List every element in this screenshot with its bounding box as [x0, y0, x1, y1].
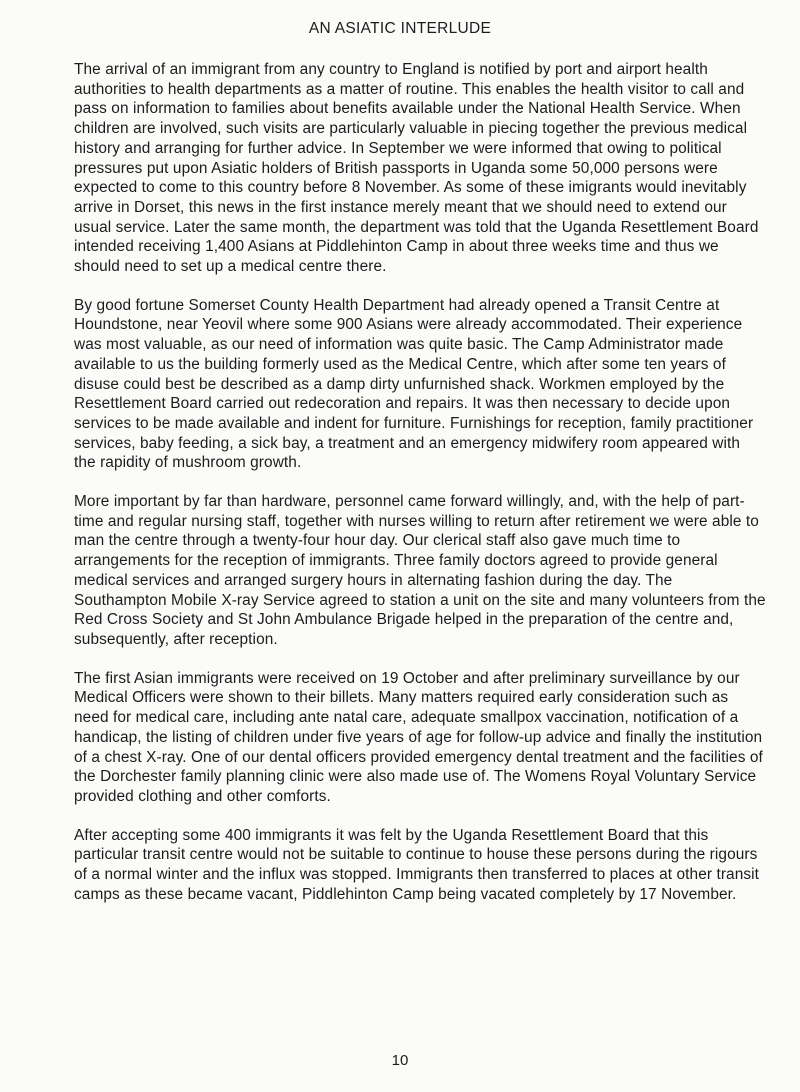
paragraph-first-immigrants: The first Asian immigrants were received on 19 October and after preliminary surveillance by our Medical Officers were shown to their billets. Many matters required early consideration such as need for medical care, including ante natal care, adequate smallpox vaccination, notification of a handicap, the listing of children under five years of age for follow-up advice and finally the institution of a chest X-ray. One of our dental officers provided emergency dental treatment and the facilities of the Dorchester family planning clinic were also made use of. The Womens Royal Voluntary Service provided clothing and other comforts.	[74, 669, 763, 805]
page-title: AN ASIATIC INTERLUDE	[308, 20, 492, 37]
paragraph-personnel: More important by far than hardware, personnel came forward willingly, and, with the help of part-time and regular nursing staff, together with nurses willing to return after retirement we were able to man the centre through a twenty-four hour day. Our clerical staff also gave much time to arrangements for the reception of immigrants. Three family doctors agreed to provide general medical services and arranged surgery hours in alternating fashion during the day. The Southampton Mobile X-ray Service agreed to station a unit on the site and many volunteers from the Red Cross Society and St John Ambulance Brigade helped in the preparation of the centre and, subsequently, after reception.	[74, 493, 766, 648]
page-number: 10	[391, 1052, 409, 1069]
paragraph-somerset: By good fortune Somerset County Health Department had already opened a Transit Centre at Houndstone, near Yeovil where some 900 Asians were already accommodated. Their experience was most valuable, as our need of information was quite basic. The Camp Administrator made available to us the building formerly used as the Medical Centre, which after some ten years of disuse could best be described as a damp dirty unfurnished shack. Workmen employed by the Resettlement Board carried out redecoration and repairs. It was then necessary to decide upon services to be made available and indent for furniture. Furnishings for reception, family practitioner services, baby feeding, a sick bay, a treatment and an emergency midwifery room appeared with the rapidity of mushroom growth.	[74, 296, 754, 472]
paragraph-closure: After accepting some 400 immigrants it was felt by the Uganda Resettlement Board that this particular transit centre would not be suitable to continue to house these persons during the rigours of a normal winter and the influx was stopped. Immigrants then transferred to places at other transit camps as these became vacant, Piddlehinton Camp being vacated completely by 17 November.	[74, 826, 760, 903]
paragraph-arrival: The arrival of an immigrant from any country to England is notified by port and airport health authorities to health departments as a matter of routine. This enables the health visitor to call and pass on information to families about benefits available under the National Health Service. When children are involved, such visits are particularly valuable in piecing together the previous medical history and arranging for further advice. In September we were informed that owing to political pressures put upon Asiatic holders of British passports in Uganda some 50,000 persons were expected to come to this country before 8 November. As some of these imigrants would inevitably arrive in Dorset, this news in the first instance merely meant that we should need to extend our usual service. Later the same month, the department was told that the Uganda Resettlement Board intended receiving 1,400 Asians at Piddlehinton Camp in about three weeks time and thus we should need to set up a medical centre there.	[74, 61, 759, 276]
body-text	[74, 60, 766, 923]
